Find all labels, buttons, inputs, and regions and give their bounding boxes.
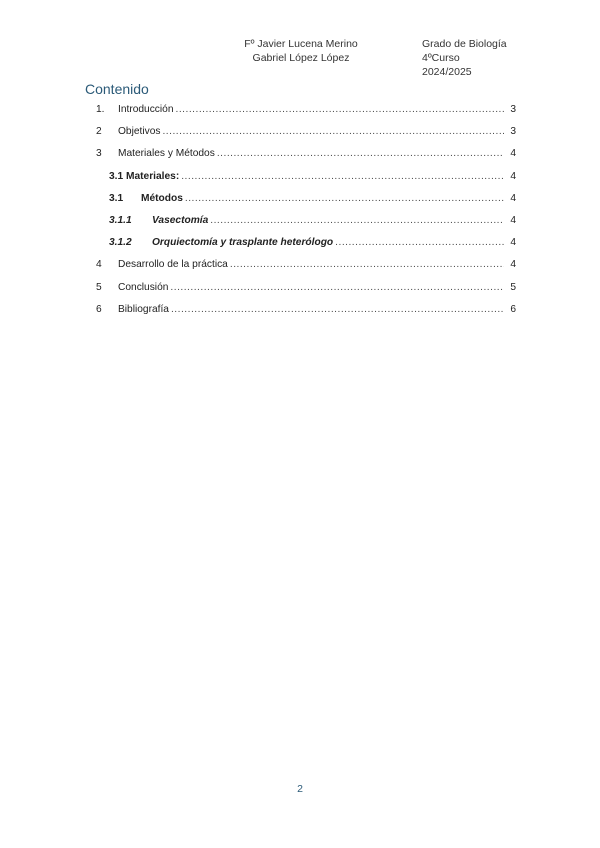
- header-course-info: [422, 37, 532, 79]
- toc-entry-label: Vasectomía: [152, 214, 209, 226]
- toc-dot-leader: [335, 232, 504, 254]
- toc-entry-page: 4: [510, 214, 516, 226]
- toc-entry-number: 3.1.2: [109, 237, 132, 249]
- toc-entry-number: 4: [96, 259, 102, 271]
- toc-entry-introduccion[interactable]: [96, 99, 516, 121]
- toc-dot-leader: [185, 188, 504, 210]
- degree-name: Grado de Biología: [422, 38, 507, 50]
- toc-entry-number: 5: [96, 281, 102, 293]
- toc-entry-metodos[interactable]: [96, 188, 516, 210]
- toc-entry-page: 4: [510, 192, 516, 204]
- toc-entry-label: Desarrollo de la práctica: [118, 259, 228, 271]
- toc-dot-leader: [170, 277, 504, 299]
- toc-dot-leader: [171, 299, 504, 321]
- author-2: Gabriel López López: [252, 52, 350, 64]
- toc-entry-materiales[interactable]: [96, 166, 516, 188]
- toc-entry-bibliografia[interactable]: [96, 299, 516, 321]
- toc-entry-page: 5: [510, 281, 516, 293]
- toc-title: Contenido: [85, 81, 149, 97]
- toc-entry-label: Conclusión: [118, 281, 169, 293]
- toc-entry-page: 4: [510, 148, 516, 160]
- toc-entry-number: 1.: [96, 104, 105, 115]
- page-number: 2: [297, 783, 303, 795]
- table-of-contents: [96, 99, 516, 321]
- toc-entry-page: 4: [510, 170, 516, 182]
- toc-entry-label: Métodos: [141, 192, 183, 204]
- toc-entry-number: 6: [96, 303, 102, 315]
- toc-dot-leader: [217, 143, 504, 165]
- toc-entry-number: 2: [96, 126, 102, 138]
- toc-entry-label: Introducción: [118, 104, 174, 115]
- toc-entry-vasectomia[interactable]: [96, 210, 516, 232]
- toc-entry-number: 3.1.1: [109, 214, 132, 226]
- toc-entry-number: 3.1: [109, 192, 124, 204]
- toc-entry-orquiectomia[interactable]: [96, 232, 516, 254]
- toc-entry-page: 3: [510, 126, 516, 138]
- toc-entry-conclusion[interactable]: [96, 277, 516, 299]
- header-authors: [226, 37, 376, 65]
- toc-dot-leader: [176, 99, 505, 121]
- toc-entry-label: 3.1 Materiales:: [109, 170, 180, 182]
- toc-entry-desarrollo[interactable]: [96, 254, 516, 276]
- toc-dot-leader: [181, 166, 504, 188]
- toc-entry-materiales-metodos[interactable]: [96, 143, 516, 165]
- toc-entry-page: 3: [510, 104, 516, 115]
- toc-entry-label: Orquiectomía y trasplante heterólogo: [152, 237, 334, 249]
- toc-entry-number: 3: [96, 148, 102, 160]
- toc-entry-label: Bibliografía: [118, 303, 169, 315]
- author-1: Fº Javier Lucena Merino: [244, 38, 358, 50]
- course-level: 4ºCurso: [422, 52, 460, 64]
- toc-dot-leader: [210, 210, 504, 232]
- toc-entry-page: 4: [510, 259, 516, 271]
- toc-entry-label: Objetivos: [118, 126, 161, 138]
- toc-entry-page: 4: [510, 237, 516, 249]
- toc-entry-label: Materiales y Métodos: [118, 148, 215, 160]
- toc-dot-leader: [230, 254, 504, 276]
- toc-entry-page: 6: [510, 303, 516, 315]
- toc-dot-leader: [162, 121, 504, 143]
- toc-entry-objetivos[interactable]: [96, 121, 516, 143]
- academic-year: 2024/2025: [422, 66, 472, 78]
